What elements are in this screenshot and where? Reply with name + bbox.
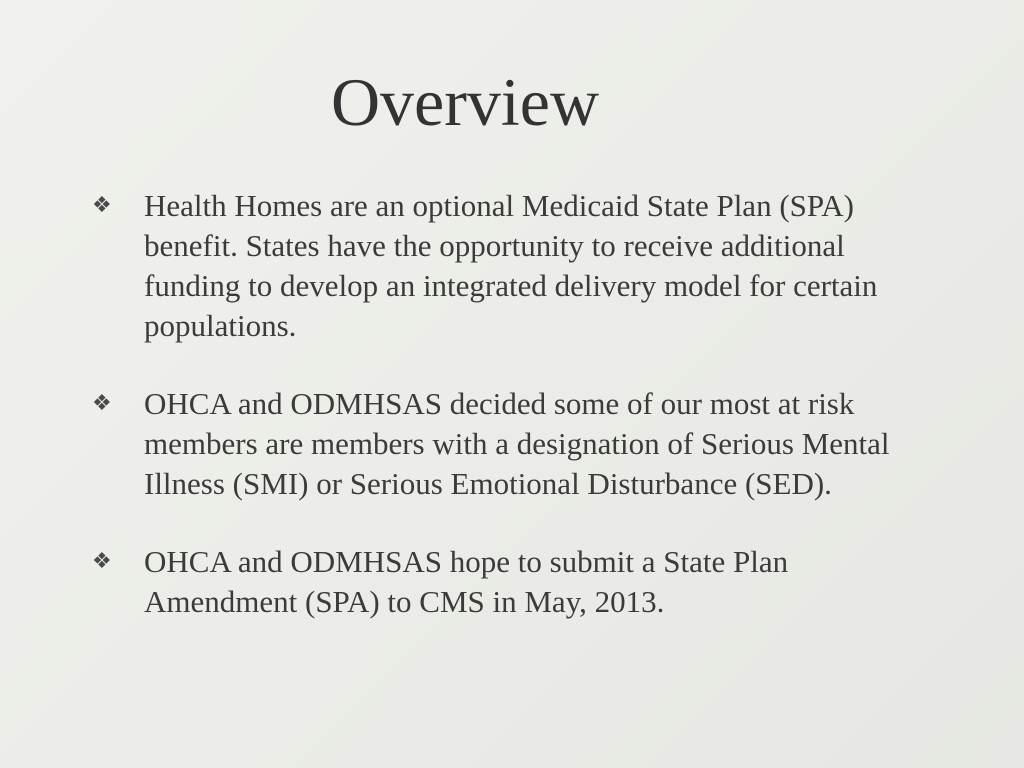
diamond-bullet-icon: ❖ bbox=[92, 549, 112, 574]
slide-title: Overview bbox=[330, 64, 600, 140]
bullet-item bbox=[92, 542, 932, 622]
bullet-item bbox=[92, 186, 932, 346]
bullet-text: OHCA and ODMHSAS decided some of our most at risk members are members with a designation of Serious Mental Illness (SMI) or Serious Emotional Disturbance (SED). bbox=[144, 386, 890, 501]
diamond-bullet-icon: ❖ bbox=[92, 193, 112, 218]
bullet-list bbox=[92, 186, 932, 622]
diamond-bullet-icon: ❖ bbox=[92, 391, 112, 416]
bullet-text: Health Homes are an optional Medicaid State Plan (SPA) benefit. States have the opportunity to receive additional funding to develop an integrated delivery model for certain populations. bbox=[144, 188, 878, 343]
bullet-item bbox=[92, 384, 932, 504]
bullet-text: OHCA and ODMHSAS hope to submit a State Plan Amendment (SPA) to CMS in May, 2013. bbox=[144, 544, 789, 619]
